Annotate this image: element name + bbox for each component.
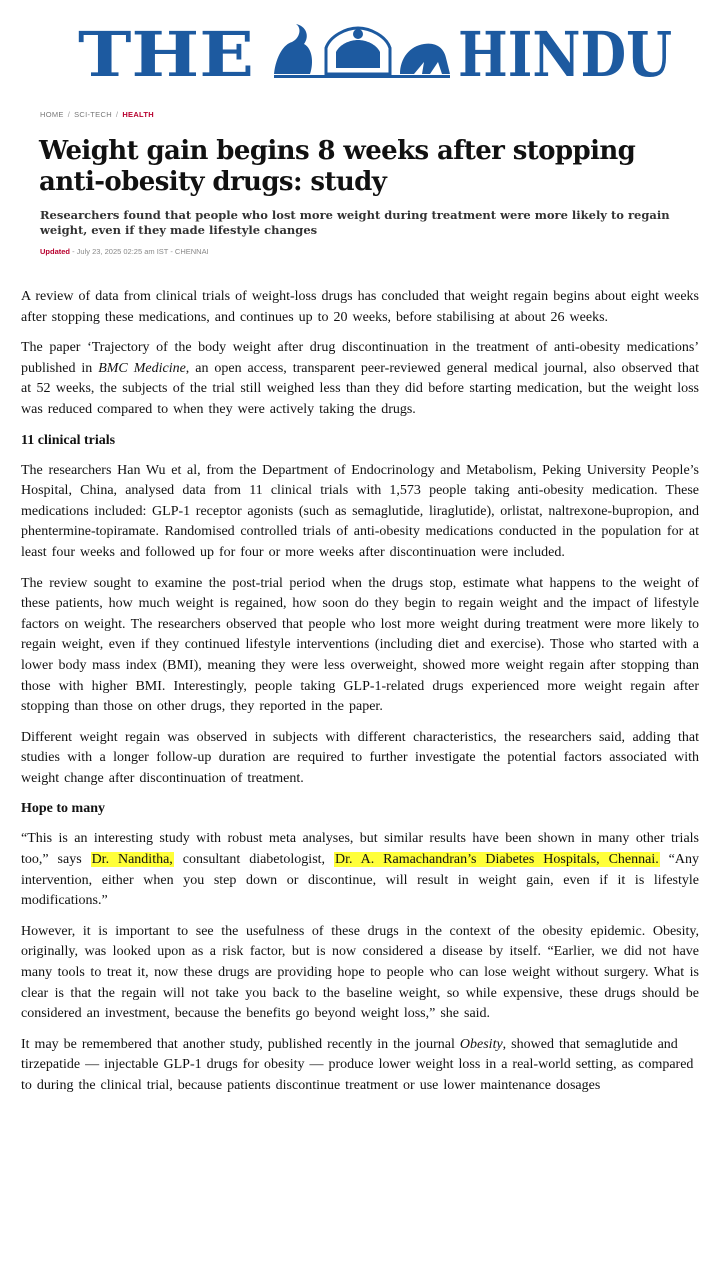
- link-diabetes-hospitals[interactable]: Dr. A. Ramachandran’s Diabetes Hospitals, Chennai.: [334, 852, 659, 868]
- logo-word-the: THE: [78, 18, 254, 91]
- article-subtitle: Researchers found that people who lost more weight during treatment were more likely to regain weight, even if they made lifestyle changes: [40, 208, 670, 237]
- paragraph: The paper ‘Trajectory of the body weight after drug discontinuation in the treatment of anti-obesity medications’ published in BMC Medicine, an open access, transparent peer-reviewed general medical journal, also observed that at 52 weeks, the subjects of the trial still weighed less than they did before starting medication, but the weight loss was reduced compared to when they were actively taking the drugs.: [21, 340, 699, 417]
- section-heading: 11 clinical trials: [21, 432, 116, 448]
- logo-word-hindu: HINDU: [458, 18, 672, 91]
- paragraph: A review of data from clinical trials of weight-loss drugs has concluded that weight regain begins about eight weeks after stopping these medications, and continues up to 20 weeks, before stabilising at about 26 weeks.: [21, 289, 699, 325]
- paragraph: The review sought to examine the post-trial period when the drugs stop, estimate what happens to the weight of these patients, how much weight is regained, how soon do they begin to regain weight and the impact of lifestyle factors on weight. The researchers observed that people who lost more weight during treatment were more likely to regain weight, even if they continued lifestyle interventions (including diet and exercise). Those who started with a lower body mass index (BMI), meaning they were less overweight, showed more weight regain after stopping than those with higher BMI. Interestingly, people taking GLP-1-related drugs experienced more weight regain after stopping than those on other drugs, they reported in the paper.: [21, 575, 699, 715]
- link-dr-nanditha[interactable]: Dr. Nanditha,: [91, 852, 173, 868]
- paragraph: Different weight regain was observed in subjects with different characteristics, the researchers said, adding that studies with a longer follow-up duration are required to further investigate the potential factors associated with weight change after discontinuation of treatment.: [21, 729, 699, 786]
- journal-name: BMC Medicine: [98, 360, 186, 376]
- updated-date: - July 23, 2025 02:25 am IST - CHENNAI: [70, 247, 209, 256]
- article-title: Weight gain begins 8 weeks after stopping anti-obesity drugs: study: [39, 136, 636, 197]
- article-meta: [40, 247, 209, 256]
- breadcrumb-home[interactable]: HOME: [40, 110, 64, 119]
- breadcrumb: HOME / SCI-TECH / HEALTH: [40, 110, 154, 119]
- journal-name: Obesity: [459, 1036, 503, 1052]
- updated-label: Updated: [40, 247, 70, 256]
- breadcrumb-sci-tech[interactable]: SCI-TECH: [74, 110, 112, 119]
- paragraph: However, it is important to see the usefulness of these drugs in the context of the obesity epidemic. Obesity, originally, was looked upon as a risk factor, but is now considered a disease by itself. “Earlier, we did not have many tools to treat it, now these drugs are providing hope to people who can lose weight without surgery. What is clear is that the regain will not take you back to the baseline weight, so while expensive, these drugs should be considered an investment, because the benefits go beyond weight loss,” she said.: [21, 923, 699, 1022]
- paragraph: It may be remembered that another study, published recently in the journal Obesity, showed that semaglutide and tirzepatide — injectable GLP-1 drugs for obesity — produce lower weight loss in a real-world setting, as compared to during the clinical trial, because patients discontinue treatment or use lower maintenance dosages: [21, 1036, 694, 1093]
- emblem-icon: [274, 24, 450, 78]
- the-hindu-logo: [78, 18, 672, 91]
- paragraph: “This is an interesting study with robust meta analyses, but similar results have been shown in many other trials too,” says Dr. Nanditha, consultant diabetologist, Dr. A. Ramachandran’s Diabetes Hospitals, Chennai. “Any intervention, either when you step down or discontinue, will result in weight gain, even if it is lifestyle modifications.”: [21, 831, 699, 909]
- section-heading: Hope to many: [21, 801, 105, 817]
- paragraph: The researchers Han Wu et al, from the Department of Endocrinology and Metabolism, Peking University People’s Hospital, China, analysed data from 11 clinical trials with 1,573 people taking anti-obesity medication. These medications included: GLP-1 receptor agonists (such as semaglutide, liraglutide), orlistat, naltrexone-bupropion, and phentermine-topiramate. Randomised controlled trials of anti-obesity medications conducted in the population for at least four weeks and followed up for four or more weeks after discontinuation were included.: [21, 462, 699, 560]
- masthead-logo[interactable]: [78, 18, 672, 91]
- article-body: [21, 287, 699, 1107]
- breadcrumb-health[interactable]: HEALTH: [122, 110, 154, 119]
